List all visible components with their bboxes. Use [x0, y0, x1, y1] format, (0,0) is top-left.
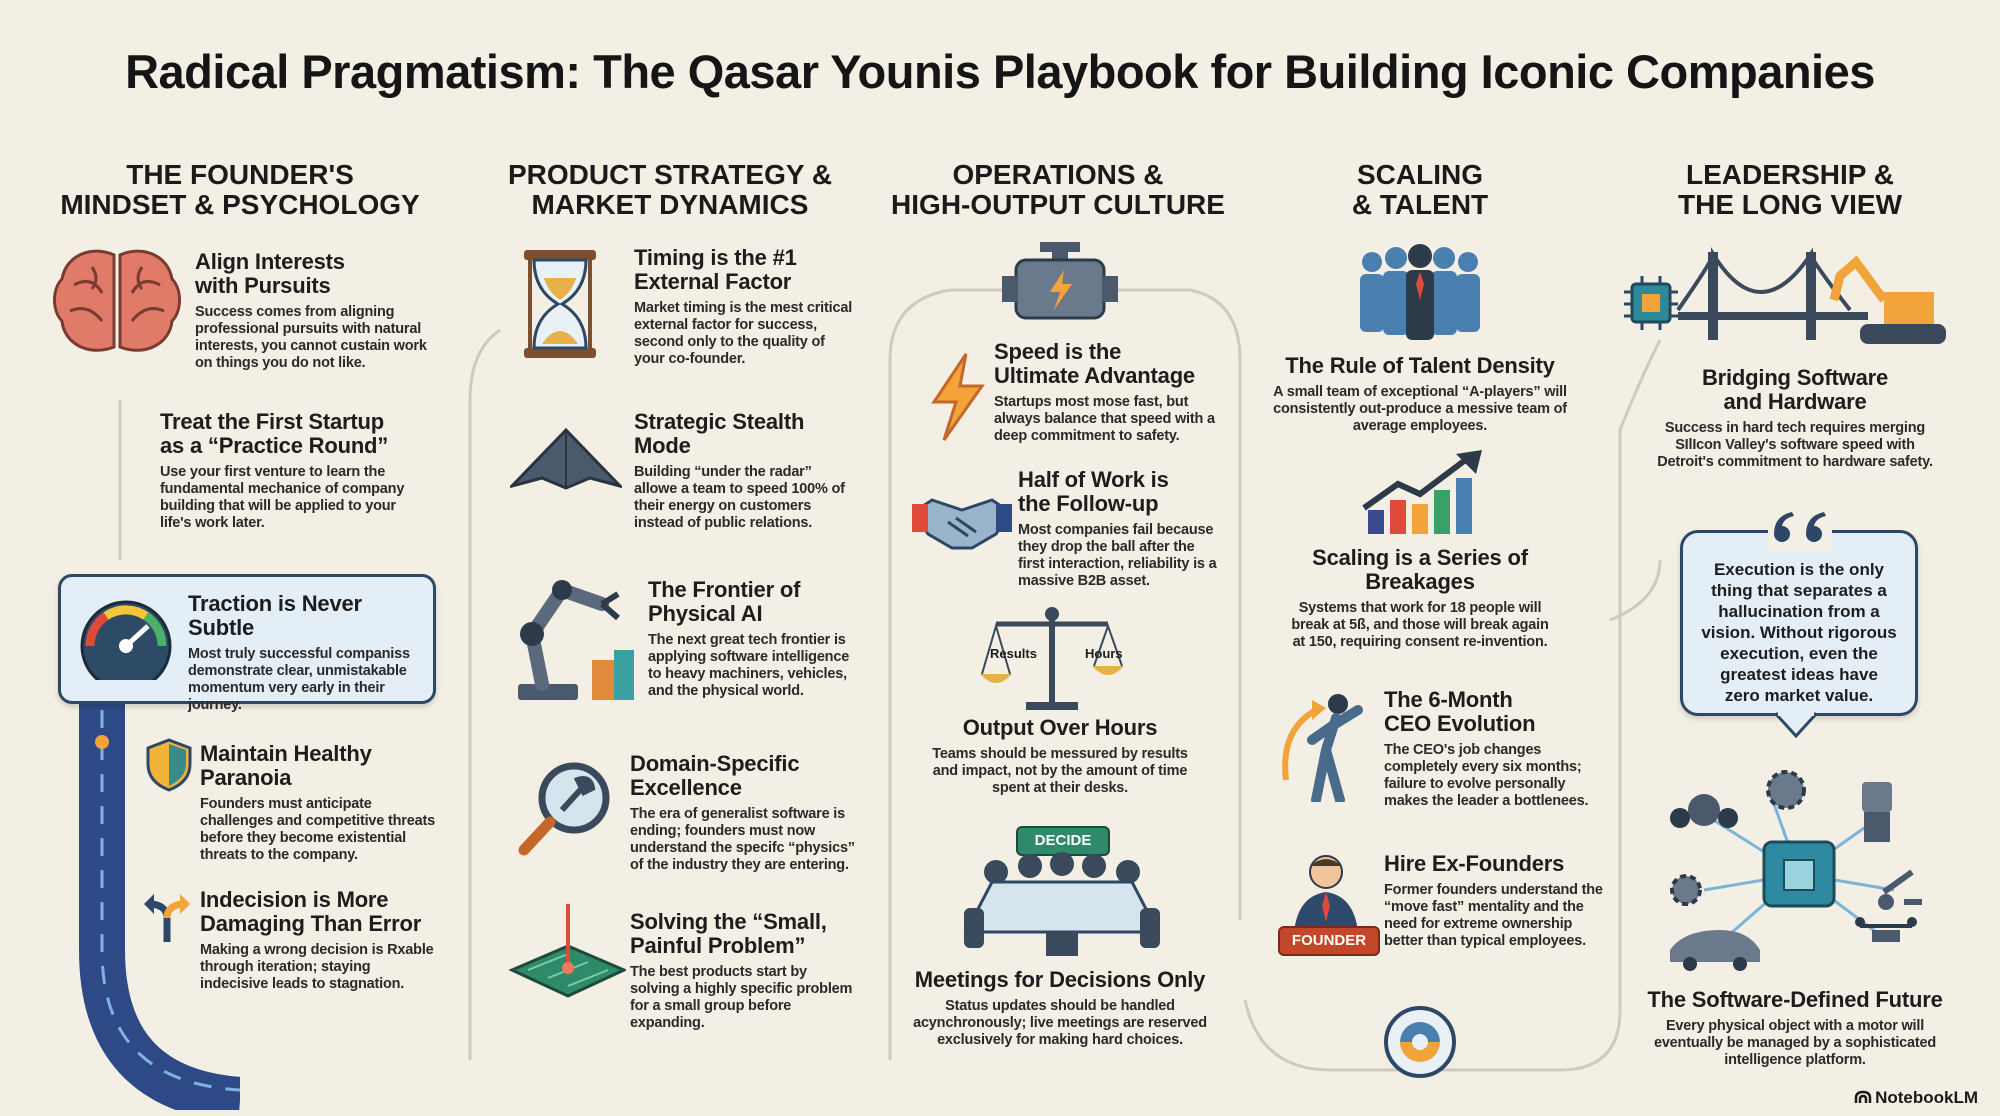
- item-talent-density: [1270, 354, 1570, 435]
- column-heading-product-strategy: PRODUCT STRATEGY & MARKET DYNAMICS: [507, 159, 833, 220]
- evolving-person-icon: [1276, 690, 1372, 802]
- item-body: Building “under the radar” allowe a team to speed 100% of their energy on customers instead of public relations.: [634, 464, 845, 531]
- team-people-icon: [1350, 244, 1490, 344]
- page-title: Radical Pragmatism: The Qasar Younis Playbook for Building Iconic Companies: [125, 45, 1875, 98]
- meeting-table-icon: [962, 852, 1162, 958]
- item-practice-round: [160, 410, 430, 532]
- execution-quote: Execution is the only thing that separates a hallucination from a vision. Without rigorous execution, even the greatest ideas have zero market value.: [1680, 530, 1918, 716]
- item-body: The CEO's job changes completely every six months; failure to evolve personally makes the leader a bottlenees.: [1384, 742, 1589, 809]
- fork-arrow-icon: [140, 890, 194, 944]
- item-body: Success in hard tech requires merging SIlIcon Valley's software speed with Detroit's commitment to hardware safety.: [1657, 420, 1933, 470]
- item-body: Status updates should be handled acynchronously; live meetings are reserved exclusively for making hard choices.: [913, 998, 1207, 1048]
- item-title: Treat the First Startup as a “Practice Round”: [160, 409, 389, 458]
- item-body: Market timing is the mest critical external factor for success, second only to the quality of your co-founder.: [634, 300, 853, 367]
- item-title: The Frontier of Physical AI: [648, 577, 801, 626]
- stealth-plane-icon: [510, 426, 622, 494]
- handshake-icon: [912, 486, 1012, 556]
- software-defined-hub-icon: [1664, 762, 1934, 972]
- platform-logo-icon: [1382, 1004, 1458, 1080]
- quote-mark-icon: [1764, 500, 1836, 556]
- item-body: Use your first venture to learn the fundamental mechanice of company building that will be applied to your life's work later.: [160, 464, 405, 531]
- item-align-interests: [195, 250, 435, 372]
- magnifier-wrench-icon: [516, 758, 616, 858]
- item-title: Half of Work is the Follow-up: [1018, 467, 1169, 516]
- item-software-defined-future: [1640, 988, 1950, 1069]
- hourglass-icon: [522, 248, 598, 360]
- founder-person-icon: [1288, 852, 1364, 932]
- item-body: Making a wrong decision is Rxable through iteration; staying indecisive leads to stagnation.: [200, 942, 434, 992]
- item-body: Most truly successful companiss demonstrate clear, unmistakable momentum very early in their journey.: [188, 646, 410, 713]
- item-title: Align Interests with Pursuits: [195, 249, 345, 298]
- notebooklm-logo-icon: [1854, 1090, 1872, 1104]
- item-title: Output Over Hours: [962, 715, 1158, 740]
- item-output-over-hours: [920, 716, 1200, 797]
- item-stealth: [634, 410, 854, 532]
- item-body: Systems that work for 18 people will break at 5ß, and those will break again at 150, requiring consent re-invention.: [1291, 600, 1549, 650]
- column-heading-scaling: SCALING & TALENT: [1351, 159, 1489, 220]
- item-scaling-breakages: [1285, 546, 1555, 651]
- item-body: Every physical object with a motor will eventually be managed by a sophisticated intelligence platform.: [1653, 1018, 1937, 1068]
- column-heading-leadership: LEADERSHIP & THE LONG VIEW: [1678, 159, 1902, 220]
- item-domain-excellence: [630, 752, 860, 874]
- item-meetings: [910, 968, 1210, 1049]
- brand-watermark: NotebookLM: [1854, 1088, 1978, 1108]
- item-follow-up: [1018, 468, 1218, 590]
- item-title: Strategic Stealth Mode: [634, 409, 805, 458]
- item-title: The Rule of Talent Density: [1285, 353, 1555, 378]
- item-title: Meetings for Decisions Only: [914, 967, 1206, 992]
- item-title: Hire Ex-Founders: [1384, 851, 1565, 876]
- item-title: Solving the “Small, Painful Problem”: [630, 909, 827, 958]
- decide-sign: DECIDE: [1016, 826, 1110, 856]
- item-bridging: [1650, 366, 1940, 471]
- scale-label-results: Results: [990, 646, 1037, 661]
- item-ceo-evolution: [1384, 688, 1604, 810]
- lightning-icon: [930, 352, 986, 442]
- item-title: Traction is Never Subtle: [188, 591, 362, 640]
- item-body: The next great tech frontier is applying software intelligence to heavy machiners, vehicles, and the physical world.: [648, 632, 850, 699]
- bridge-icon: [1620, 240, 1952, 352]
- item-title: The 6-Month CEO Evolution: [1384, 687, 1536, 736]
- item-title: Indecision is More Damaging Than Error: [200, 887, 422, 936]
- item-body: Teams should be messured by results and impact, not by the amount of time spent at their desks.: [932, 746, 1188, 796]
- item-title: The Software-Defined Future: [1647, 987, 1943, 1012]
- founder-badge: FOUNDER: [1278, 926, 1380, 956]
- item-speed: [994, 340, 1224, 445]
- growth-chart-icon: [1358, 450, 1488, 536]
- item-title: Timing is the #1 External Factor: [634, 245, 797, 294]
- laser-chip-icon: [508, 904, 626, 1000]
- item-title: Scaling is a Series of Breakages: [1312, 545, 1528, 594]
- robot-arm-icon: [512, 574, 638, 704]
- item-paranoia: [200, 742, 440, 864]
- scale-label-hours: Hours: [1085, 646, 1123, 661]
- item-title: Maintain Healthy Paranoia: [200, 741, 372, 790]
- item-hire-ex-founders: [1384, 852, 1604, 950]
- item-small-problem: [630, 910, 860, 1032]
- item-traction: [188, 592, 428, 714]
- item-physical-ai: [648, 578, 858, 700]
- item-body: Former founders understand the “move fast” mentality and the need for extreme ownership better than typical employees.: [1384, 882, 1603, 949]
- item-timing: [634, 246, 854, 368]
- item-title: Domain-Specific Excellence: [630, 751, 800, 800]
- item-indecision: [200, 888, 440, 993]
- shield-icon: [146, 738, 192, 792]
- item-title: Speed is the Ultimate Advantage: [994, 339, 1195, 388]
- item-body: The best products start by solving a highly specific problem for a small group before expanding.: [630, 964, 853, 1031]
- brain-icon: [52, 245, 182, 360]
- item-body: The era of generalist software is ending; founders must now understand the specifc “physics” of the industry they are entering.: [630, 806, 855, 873]
- engine-icon: [1000, 240, 1120, 324]
- item-body: A small team of exceptional “A-players” will consistently out-produce a messive team of average employees.: [1273, 384, 1567, 434]
- speedometer-icon: [76, 596, 176, 680]
- quote-pointer: [1776, 712, 1816, 738]
- item-title: Bridging Software and Hardware: [1701, 365, 1889, 414]
- item-body: Startups most mose fast, but always balance that speed with a deep commitment to safety.: [994, 394, 1215, 444]
- column-heading-operations: OPERATIONS & HIGH-OUTPUT CULTURE: [891, 159, 1225, 220]
- item-body: Success comes from aligning professional pursuits with natural interests, you cannot custain work on things you do not like.: [195, 304, 427, 371]
- column-heading-founders-mindset: THE FOUNDER'S MINDSET & PSYCHOLOGY: [60, 159, 420, 220]
- item-body: Founders must anticipate challenges and competitive threats before they become existential threats to the company.: [200, 796, 435, 863]
- item-body: Most companies fail because they drop the ball after the first interaction, reliability is a massive B2B asset.: [1018, 522, 1217, 589]
